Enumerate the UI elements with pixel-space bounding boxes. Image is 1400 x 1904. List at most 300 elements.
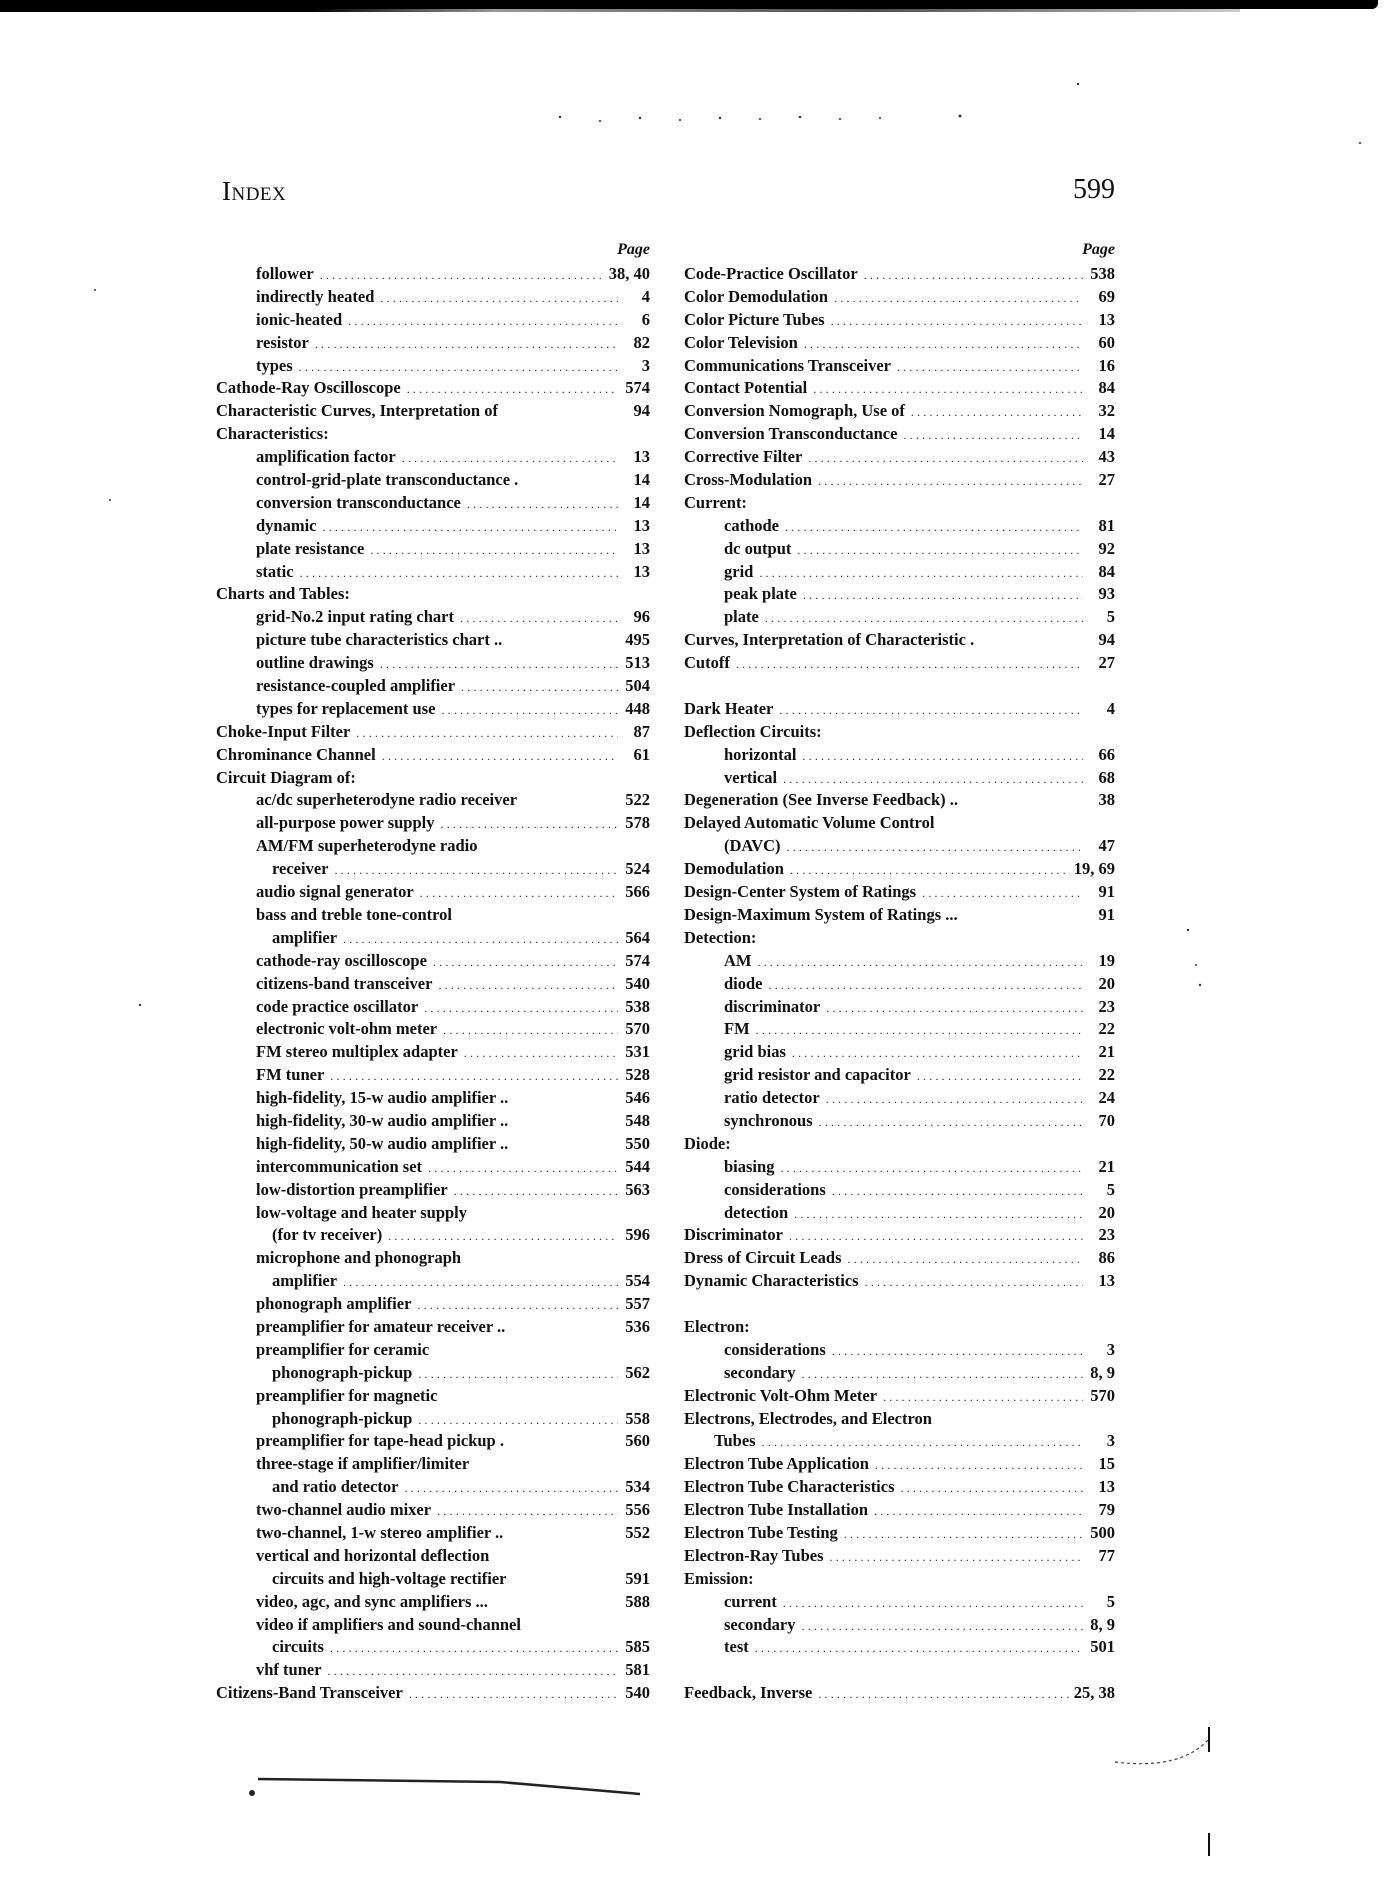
index-subentry	[684, 767, 1115, 790]
entry-page-ref: 564	[625, 927, 650, 947]
index-subentry	[216, 1362, 650, 1385]
dot-leader	[804, 333, 1083, 355]
entry-term: diode	[724, 973, 763, 993]
dot-leader	[832, 1180, 1083, 1202]
entry-page-ref: 86	[1098, 1248, 1115, 1268]
index-subentry	[216, 355, 650, 378]
entry-term: low-distortion preamplifier	[256, 1179, 448, 1199]
index-subentry	[216, 1499, 650, 1522]
entry-term: two-channel audio mixer	[256, 1500, 432, 1520]
entry-term: resistor	[256, 332, 309, 352]
entry-term: secondary	[724, 1614, 796, 1634]
index-subentry	[216, 973, 650, 996]
index-entry	[684, 309, 1115, 332]
entry-term: grid bias	[724, 1042, 786, 1062]
dot-leader	[875, 1454, 1083, 1476]
dot-leader	[755, 1637, 1083, 1659]
dot-leader	[467, 493, 618, 515]
index-subentry	[216, 1293, 650, 1316]
entry-term: vertical	[724, 767, 778, 787]
entry-page-ref: 13	[633, 538, 650, 558]
dot-leader	[418, 1409, 618, 1431]
index-subentry	[216, 469, 650, 492]
entry-term: follower	[256, 264, 314, 283]
entry-page-ref: 25, 38	[1073, 1683, 1115, 1703]
entry-term: audio signal generator	[256, 882, 414, 902]
scan-arc	[1115, 1740, 1208, 1764]
entry-term: conversion transconductance	[256, 492, 461, 512]
scan-top-shadow	[0, 9, 1240, 12]
index-subentry	[216, 446, 650, 469]
entry-term: Citizens-Band Transceiver	[216, 1683, 403, 1703]
index-entry	[684, 1499, 1115, 1522]
entry-term: high-fidelity, 15-w audio amplifier ..	[256, 1088, 509, 1108]
entry-page-ref: 540	[625, 1683, 650, 1703]
index-entry	[216, 377, 650, 400]
index-subentry	[216, 1408, 650, 1431]
dot-leader	[759, 562, 1083, 584]
entry-term: secondary	[724, 1362, 796, 1382]
dot-leader	[356, 722, 618, 744]
entry-term: Electron Tube Installation	[684, 1500, 868, 1520]
dot-leader	[441, 813, 619, 835]
dot-leader	[794, 1203, 1083, 1225]
index-subentry	[216, 1179, 650, 1202]
blank-line	[684, 1659, 1115, 1682]
index-entry	[684, 812, 1115, 835]
index-entry	[684, 1247, 1115, 1270]
index-subentry	[684, 973, 1115, 996]
entry-page-ref: 558	[625, 1408, 650, 1428]
dot-leader	[780, 1157, 1083, 1179]
entry-page-ref: 5	[1106, 607, 1115, 627]
dot-leader	[903, 424, 1083, 446]
index-entry	[684, 286, 1115, 309]
index-entry	[684, 652, 1115, 675]
entry-page-ref: 574	[625, 378, 650, 398]
dot-leader	[813, 378, 1083, 400]
index-entry	[684, 789, 1115, 812]
entry-term: grid-No.2 input rating chart	[256, 607, 454, 627]
index-entry	[684, 332, 1115, 355]
dot-leader	[428, 1157, 618, 1179]
dot-leader	[330, 1065, 618, 1087]
dot-leader	[848, 1248, 1083, 1270]
entry-page-ref: 448	[625, 698, 650, 718]
entry-term: Curves, Interpretation of Characteristic .	[684, 630, 975, 650]
index-subentry	[684, 1202, 1115, 1225]
index-entry	[684, 1408, 1115, 1431]
entry-term: test	[724, 1637, 749, 1657]
entry-page-ref: 24	[1098, 1088, 1115, 1108]
entry-page-ref: 531	[625, 1042, 650, 1062]
dot-leader	[454, 1180, 618, 1202]
index-subentry	[216, 1224, 650, 1247]
dot-leader	[779, 699, 1083, 721]
index-entry	[216, 423, 650, 446]
index-subentry	[684, 835, 1115, 858]
entry-term: preamplifier for tape-head pickup .	[256, 1431, 504, 1451]
entry-page-ref: 500	[1090, 1522, 1115, 1542]
entry-page-ref: 513	[625, 653, 650, 673]
entry-term: Chrominance Channel	[216, 744, 376, 764]
dot-leader	[765, 607, 1083, 629]
entry-term: FM stereo multiplex adapter	[256, 1042, 458, 1062]
dot-leader	[831, 310, 1083, 332]
entry-page-ref: 548	[625, 1110, 650, 1130]
entry-term: peak plate	[724, 584, 797, 604]
dot-leader	[922, 882, 1083, 904]
entry-page-ref: 591	[625, 1568, 650, 1588]
index-subentry	[216, 1247, 650, 1270]
index-subentry	[216, 1522, 650, 1545]
entry-page-ref: 3	[1106, 1339, 1115, 1359]
entry-term: Emission:	[684, 1568, 754, 1588]
index-subentry	[684, 950, 1115, 973]
entry-page-ref: 570	[625, 1019, 650, 1039]
index-entries-right	[684, 263, 1115, 1705]
entry-term: video if amplifiers and sound-channel	[256, 1614, 521, 1634]
index-entry	[684, 1270, 1115, 1293]
dot-leader	[897, 356, 1083, 378]
entry-page-ref: 66	[1098, 744, 1115, 764]
dot-leader	[404, 1477, 618, 1499]
entry-term: Conversion Nomograph, Use of	[684, 401, 905, 421]
index-subentry	[216, 1614, 650, 1637]
entry-term: Dark Heater	[684, 698, 774, 718]
entry-page-ref: 68	[1098, 767, 1115, 787]
entry-page-ref: 538	[625, 996, 650, 1016]
entry-page-ref: 588	[625, 1591, 650, 1611]
entry-term: microphone and phonograph	[256, 1248, 462, 1268]
dot-leader	[299, 356, 618, 378]
index-subentry	[684, 538, 1115, 561]
entry-page-ref: 70	[1098, 1110, 1115, 1130]
index-subentry	[684, 1018, 1115, 1041]
entry-page-ref: 32	[1098, 401, 1115, 421]
dot-leader	[802, 1615, 1084, 1637]
dot-leader	[334, 859, 618, 881]
entry-term: intercommunication set	[256, 1156, 423, 1176]
dot-leader	[402, 447, 618, 469]
index-subentry	[216, 263, 650, 286]
entry-page-ref: 536	[625, 1316, 650, 1336]
index-entry	[216, 400, 650, 423]
entry-term: Communications Transceiver	[684, 355, 891, 375]
index-entry	[684, 400, 1115, 423]
entry-page-ref: 5	[1106, 1591, 1115, 1611]
entry-term: AM/FM superheterodyne radio	[256, 836, 478, 856]
index-subentry	[216, 1568, 650, 1591]
entry-term: static	[256, 561, 294, 581]
entry-term: discriminator	[724, 996, 821, 1016]
entry-page-ref: 20	[1098, 1202, 1115, 1222]
entry-term: dynamic	[256, 515, 317, 535]
index-entry	[684, 721, 1115, 744]
index-entry	[684, 492, 1115, 515]
entry-term: Electron-Ray Tubes	[684, 1545, 824, 1565]
entry-page-ref: 6	[641, 309, 650, 329]
dot-leader	[819, 1111, 1083, 1133]
entry-term: current	[724, 1591, 777, 1611]
index-subentry	[684, 1614, 1115, 1637]
index-subentry	[216, 881, 650, 904]
index-subentry	[216, 1133, 650, 1156]
entry-page-ref: 556	[625, 1500, 650, 1520]
index-subentry	[216, 1659, 650, 1682]
dot-leader	[783, 768, 1083, 790]
entry-page-ref: 13	[633, 515, 650, 535]
entry-term: Design-Maximum System of Ratings ...	[684, 904, 958, 924]
entry-term: low-voltage and heater supply	[256, 1202, 468, 1222]
entry-page-ref: 92	[1098, 538, 1115, 558]
entry-page-ref: 550	[625, 1133, 650, 1153]
index-subentry	[684, 996, 1115, 1019]
entry-page-ref: 14	[633, 470, 650, 490]
index-subentry	[684, 1110, 1115, 1133]
dot-leader	[417, 1294, 618, 1316]
dot-leader	[917, 1065, 1083, 1087]
entry-term: types	[256, 355, 293, 375]
dot-leader	[826, 997, 1083, 1019]
index-subentry	[684, 583, 1115, 606]
entry-term: Electron Tube Application	[684, 1454, 869, 1474]
entry-page-ref: 77	[1098, 1545, 1115, 1565]
index-entry	[684, 1385, 1115, 1408]
entry-term: Discriminator	[684, 1225, 783, 1245]
entry-page-ref: 91	[1098, 904, 1115, 924]
index-subentry	[216, 492, 650, 515]
index-subentry	[216, 1110, 650, 1133]
entry-page-ref: 13	[1098, 1271, 1115, 1291]
entry-term: Charts and Tables:	[216, 584, 350, 604]
index-subentry	[216, 629, 650, 652]
entry-term: Current:	[684, 492, 747, 512]
dot-leader	[424, 997, 618, 1019]
entry-page-ref: 557	[625, 1294, 650, 1314]
entry-term: high-fidelity, 50-w audio amplifier ..	[256, 1133, 509, 1153]
dot-leader	[818, 470, 1083, 492]
entry-page-ref: 578	[625, 813, 650, 833]
dot-leader	[789, 1225, 1083, 1247]
entry-page-ref: 22	[1098, 1065, 1115, 1085]
dot-leader	[790, 859, 1070, 881]
scan-smudge-line	[258, 1779, 640, 1794]
dot-leader	[343, 928, 618, 950]
dot-leader	[300, 562, 618, 584]
entry-term: electronic volt-ohm meter	[256, 1019, 438, 1039]
entry-page-ref: 20	[1098, 973, 1115, 993]
dot-leader	[834, 287, 1083, 309]
index-entry	[684, 1522, 1115, 1545]
entry-page-ref: 21	[1098, 1156, 1115, 1176]
entry-page-ref: 94	[633, 401, 650, 421]
entry-page-ref: 13	[633, 447, 650, 467]
index-subentry	[684, 561, 1115, 584]
dot-leader	[438, 974, 618, 996]
entry-term: Electrons, Electrodes, and Electron	[684, 1408, 932, 1428]
dot-leader	[409, 1683, 618, 1705]
entry-page-ref: 495	[625, 630, 650, 650]
entry-page-ref: 81	[1098, 515, 1115, 535]
entry-term: Electron Tube Testing	[684, 1522, 838, 1542]
entry-term: grid resistor and capacitor	[724, 1065, 911, 1085]
index-entry	[684, 423, 1115, 446]
dot-leader	[901, 1477, 1083, 1499]
dot-leader	[803, 584, 1083, 606]
entry-page-ref: 563	[625, 1179, 650, 1199]
entry-term: Corrective Filter	[684, 447, 803, 467]
index-entry	[684, 377, 1115, 400]
entry-page-ref: 69	[1098, 286, 1115, 306]
entry-term: detection	[724, 1202, 789, 1222]
index-subentry	[216, 1316, 650, 1339]
entry-term: citizens-band transceiver	[256, 973, 433, 993]
dot-leader	[380, 653, 618, 675]
entry-term: Deflection Circuits:	[684, 721, 822, 741]
entry-page-ref: 5	[1106, 1179, 1115, 1199]
entry-page-ref: 15	[1098, 1454, 1115, 1474]
entry-page-ref: 38	[1098, 790, 1115, 810]
dot-leader	[328, 1660, 618, 1682]
dot-leader	[420, 882, 618, 904]
entry-term: considerations	[724, 1179, 826, 1199]
index-entry	[684, 1568, 1115, 1591]
entry-term: Diode:	[684, 1133, 731, 1153]
index-entry	[684, 469, 1115, 492]
entry-term: Tubes	[714, 1431, 756, 1451]
dot-leader	[802, 745, 1083, 767]
entry-term: Delayed Automatic Volume Control	[684, 813, 935, 833]
entry-page-ref: 522	[625, 790, 650, 810]
entry-term: Dynamic Characteristics	[684, 1271, 859, 1291]
entry-term: picture tube characteristics chart ..	[256, 630, 503, 650]
index-subentry	[216, 1018, 650, 1041]
dot-leader	[874, 1500, 1083, 1522]
dot-leader	[792, 1042, 1083, 1064]
entry-page-ref: 538	[1090, 264, 1115, 283]
entry-term: horizontal	[724, 744, 797, 764]
dot-leader	[443, 1019, 618, 1041]
entry-page-ref: 94	[1098, 630, 1115, 650]
entry-page-ref: 61	[633, 744, 650, 764]
dot-leader	[461, 676, 618, 698]
entry-page-ref: 3	[1106, 1431, 1115, 1451]
entry-page-ref: 570	[1090, 1385, 1115, 1405]
index-subentry	[684, 1362, 1115, 1385]
index-entry	[684, 1316, 1115, 1339]
page-number: 599	[1073, 174, 1115, 205]
index-subentry	[216, 927, 650, 950]
dot-leader	[323, 516, 618, 538]
index-subentry	[216, 332, 650, 355]
index-subentry	[216, 835, 650, 858]
entry-term: three-stage if amplifier/limiter	[256, 1454, 470, 1474]
index-subentry	[216, 1041, 650, 1064]
index-subentry	[216, 309, 650, 332]
dot-leader	[370, 539, 618, 561]
dot-leader	[844, 1523, 1083, 1545]
entry-page-ref: 566	[625, 882, 650, 902]
index-subentry	[216, 286, 650, 309]
entry-term: Circuit Diagram of:	[216, 767, 356, 787]
index-entry	[684, 1682, 1115, 1705]
scan-smudge-dot	[249, 1790, 255, 1796]
entry-page-ref: 524	[625, 859, 650, 879]
entry-page-ref: 27	[1098, 653, 1115, 673]
entry-term: (DAVC)	[724, 836, 781, 856]
index-subentry	[684, 1339, 1115, 1362]
dot-leader	[785, 516, 1083, 538]
entry-term: indirectly heated	[256, 286, 375, 306]
entry-page-ref: 560	[625, 1431, 650, 1451]
index-column-left	[216, 236, 650, 1705]
entry-term: Characteristic Curves, Interpretation of	[216, 401, 498, 421]
entry-term: amplifier	[272, 927, 338, 947]
index-subentry	[216, 858, 650, 881]
index-subentry	[216, 1385, 650, 1408]
entry-term: vhf tuner	[256, 1660, 322, 1680]
entry-page-ref: 562	[625, 1362, 650, 1382]
dot-leader	[883, 1386, 1083, 1408]
entry-page-ref: 14	[633, 492, 650, 512]
entry-page-ref: 13	[1098, 309, 1115, 329]
entry-term: vertical and horizontal deflection	[256, 1545, 490, 1565]
index-column-right	[684, 236, 1115, 1705]
dot-leader	[382, 745, 618, 767]
index-subentry	[216, 1270, 650, 1293]
index-subentry	[684, 1087, 1115, 1110]
dot-leader	[832, 1340, 1083, 1362]
entry-term: receiver	[272, 859, 329, 879]
entry-page-ref: 87	[633, 721, 650, 741]
index-subentry	[684, 515, 1115, 538]
index-entry	[684, 263, 1115, 286]
scan-top-border	[0, 0, 1378, 9]
entry-page-ref: 23	[1098, 1225, 1115, 1245]
entry-term: video, agc, and sync amplifiers ...	[256, 1591, 488, 1611]
index-entry	[684, 1453, 1115, 1476]
dot-leader	[797, 539, 1083, 561]
entry-term: Cutoff	[684, 653, 730, 673]
index-entry	[216, 721, 650, 744]
entry-term: and ratio detector	[272, 1477, 399, 1497]
entry-term: plate resistance	[256, 538, 365, 558]
entry-term: high-fidelity, 30-w audio amplifier ..	[256, 1110, 509, 1130]
entry-term: resistance-coupled amplifier	[256, 676, 456, 696]
entry-page-ref: 13	[633, 561, 650, 581]
index-subentry	[216, 675, 650, 698]
entry-term: all-purpose power supply	[256, 813, 435, 833]
index-subentry	[216, 1591, 650, 1614]
entry-term: Cross-Modulation	[684, 470, 813, 490]
entry-page-ref: 8, 9	[1090, 1362, 1115, 1382]
entry-page-ref: 27	[1098, 470, 1115, 490]
entry-term: Degeneration (See Inverse Feedback) ..	[684, 790, 959, 810]
entry-term: phonograph amplifier	[256, 1294, 412, 1314]
dot-leader	[802, 1363, 1084, 1385]
entry-page-ref: 14	[1098, 424, 1115, 444]
entry-term: cathode	[724, 515, 779, 535]
index-subentry	[216, 789, 650, 812]
dot-leader	[320, 264, 605, 286]
entry-term: Dress of Circuit Leads	[684, 1248, 842, 1268]
entry-term: ionic-heated	[256, 309, 343, 329]
entry-term: considerations	[724, 1339, 826, 1359]
index-subentry	[684, 606, 1115, 629]
index-subentry	[684, 1156, 1115, 1179]
entry-term: circuits	[272, 1637, 324, 1657]
